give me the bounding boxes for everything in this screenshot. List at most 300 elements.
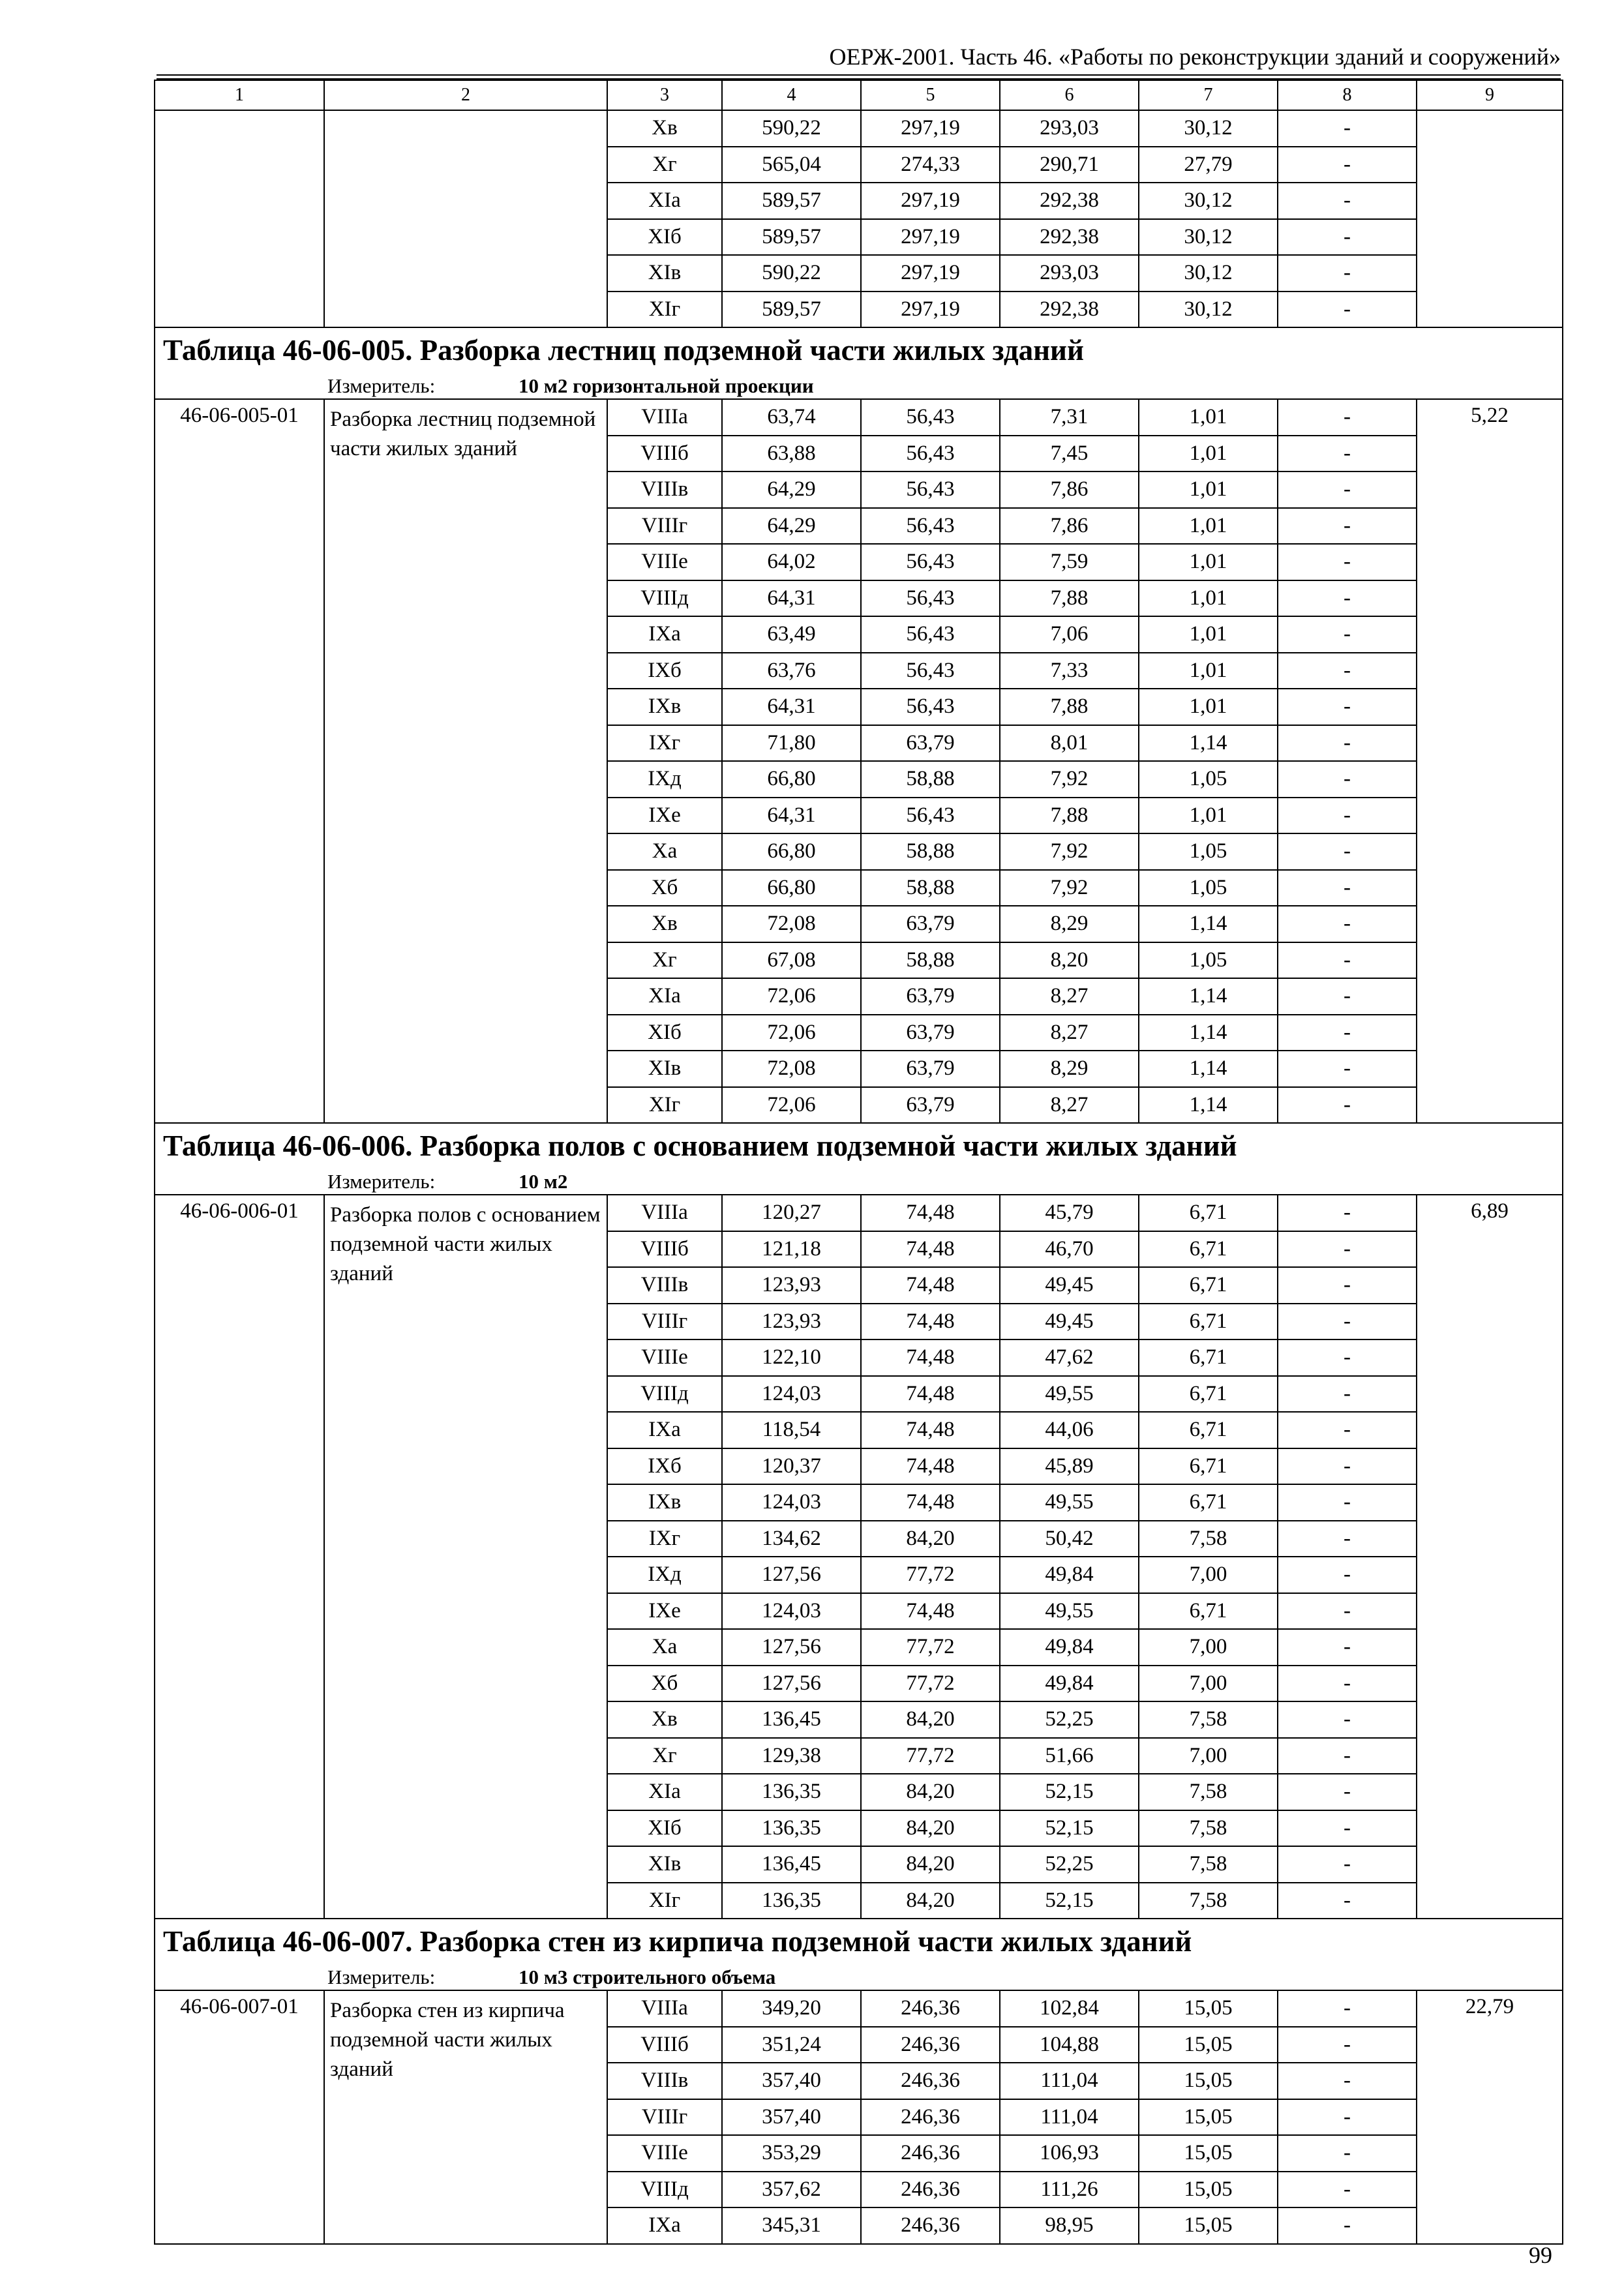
- labor-cost: 63,79: [861, 725, 1000, 762]
- direct-cost: 136,35: [722, 1810, 861, 1847]
- machine-cost: 111,04: [1000, 2063, 1139, 2099]
- machinist-pay: 1,01: [1139, 580, 1278, 617]
- machinist-pay: 7,00: [1139, 1666, 1278, 1702]
- direct-cost: 127,56: [722, 1629, 861, 1666]
- resource-code: IXд: [607, 1557, 722, 1593]
- machine-cost: 52,25: [1000, 1701, 1139, 1738]
- rates-table: [154, 80, 1563, 2245]
- materials-cost: -: [1278, 580, 1417, 617]
- labor-cost: 56,43: [861, 471, 1000, 508]
- direct-cost: 124,03: [722, 1593, 861, 1630]
- resource-code: Xв: [607, 1701, 722, 1738]
- machine-cost: 8,01: [1000, 725, 1139, 762]
- materials-cost: -: [1278, 833, 1417, 870]
- resource-code: VIIIг: [607, 1304, 722, 1340]
- materials-cost: -: [1278, 798, 1417, 834]
- resource-code: VIIIe: [607, 2135, 722, 2172]
- machine-cost: 111,26: [1000, 2172, 1139, 2208]
- direct-cost: 72,08: [722, 1051, 861, 1087]
- materials-cost: -: [1278, 2027, 1417, 2063]
- measure-unit: 10 м2 горизонтальной проекции: [519, 374, 814, 397]
- resource-code: XIб: [607, 1015, 722, 1051]
- resource-code: Xг: [607, 942, 722, 979]
- machinist-pay: 1,05: [1139, 942, 1278, 979]
- machine-cost: 49,55: [1000, 1484, 1139, 1521]
- column-number: 1: [155, 80, 324, 110]
- materials-cost: -: [1278, 471, 1417, 508]
- labor-cost: 58,88: [861, 833, 1000, 870]
- labor-cost: 297,19: [861, 292, 1000, 328]
- materials-cost: -: [1278, 1448, 1417, 1485]
- resource-code: VIIIд: [607, 1376, 722, 1413]
- labor-cost: 246,36: [861, 2172, 1000, 2208]
- labor-cost: 297,19: [861, 219, 1000, 256]
- machinist-pay: 1,01: [1139, 508, 1278, 545]
- direct-cost: 129,38: [722, 1738, 861, 1774]
- work-name: Разборка полов с основанием подземной части жилых зданий: [324, 1195, 607, 1919]
- direct-cost: 136,45: [722, 1701, 861, 1738]
- materials-cost: -: [1278, 1051, 1417, 1087]
- materials-cost: -: [1278, 1593, 1417, 1630]
- machine-cost: 50,42: [1000, 1521, 1139, 1557]
- labor-cost: 63,79: [861, 1051, 1000, 1087]
- machine-cost: 49,45: [1000, 1304, 1139, 1340]
- machine-cost: 45,79: [1000, 1195, 1139, 1231]
- resource-code: IXг: [607, 1521, 722, 1557]
- labor-cost: 56,43: [861, 653, 1000, 689]
- machinist-pay: 1,14: [1139, 1051, 1278, 1087]
- measure-label: Измеритель:: [327, 1169, 436, 1193]
- machine-cost: 7,92: [1000, 833, 1139, 870]
- machine-cost: 51,66: [1000, 1738, 1139, 1774]
- machine-cost: 292,38: [1000, 292, 1139, 328]
- direct-cost: 64,02: [722, 544, 861, 580]
- labor-cost: 84,20: [861, 1521, 1000, 1557]
- labor-cost: 84,20: [861, 1701, 1000, 1738]
- labor-cost: 274,33: [861, 147, 1000, 183]
- column-number: 4: [722, 80, 861, 110]
- materials-cost: -: [1278, 255, 1417, 292]
- machine-cost: 7,88: [1000, 689, 1139, 725]
- resource-code: XIa: [607, 1774, 722, 1810]
- labor-cost: 74,48: [861, 1304, 1000, 1340]
- materials-cost: -: [1278, 1015, 1417, 1051]
- table-row: [155, 110, 1563, 147]
- direct-cost: 64,31: [722, 689, 861, 725]
- machinist-pay: 7,58: [1139, 1701, 1278, 1738]
- machinist-pay: 6,71: [1139, 1339, 1278, 1376]
- labor-hours: 22,79: [1417, 1990, 1563, 2244]
- resource-code: Xг: [607, 147, 722, 183]
- machine-cost: 46,70: [1000, 1231, 1139, 1268]
- machinist-pay: 1,14: [1139, 1087, 1278, 1124]
- machinist-pay: 6,71: [1139, 1593, 1278, 1630]
- resource-code: IXг: [607, 725, 722, 762]
- resource-code: Xa: [607, 1629, 722, 1666]
- materials-cost: -: [1278, 219, 1417, 256]
- machine-cost: 52,15: [1000, 1810, 1139, 1847]
- direct-cost: 357,62: [722, 2172, 861, 2208]
- materials-cost: -: [1278, 2063, 1417, 2099]
- direct-cost: 63,49: [722, 616, 861, 653]
- machinist-pay: 15,05: [1139, 2135, 1278, 2172]
- direct-cost: 122,10: [722, 1339, 861, 1376]
- machine-cost: 7,45: [1000, 436, 1139, 472]
- rate-code: [155, 110, 324, 327]
- direct-cost: 121,18: [722, 1231, 861, 1268]
- column-numbers-row: [155, 80, 1563, 110]
- direct-cost: 136,35: [722, 1774, 861, 1810]
- materials-cost: -: [1278, 436, 1417, 472]
- machine-cost: 7,59: [1000, 544, 1139, 580]
- resource-code: VIIIб: [607, 1231, 722, 1268]
- machinist-pay: 27,79: [1139, 147, 1278, 183]
- machine-cost: 49,55: [1000, 1376, 1139, 1413]
- materials-cost: -: [1278, 761, 1417, 798]
- materials-cost: -: [1278, 2099, 1417, 2136]
- machine-cost: 49,84: [1000, 1557, 1139, 1593]
- labor-cost: 56,43: [861, 616, 1000, 653]
- resource-code: IXa: [607, 616, 722, 653]
- materials-cost: -: [1278, 1412, 1417, 1448]
- direct-cost: 123,93: [722, 1304, 861, 1340]
- direct-cost: 72,06: [722, 978, 861, 1015]
- materials-cost: -: [1278, 1990, 1417, 2027]
- resource-code: Xв: [607, 906, 722, 942]
- machine-cost: 292,38: [1000, 219, 1139, 256]
- resource-code: Xб: [607, 1666, 722, 1702]
- machine-cost: 52,15: [1000, 1883, 1139, 1919]
- table-title: Таблица 46-06-007. Разборка стен из кирпича подземной части жилых зданий: [155, 1919, 1563, 1964]
- machinist-pay: 7,58: [1139, 1774, 1278, 1810]
- labor-cost: 297,19: [861, 255, 1000, 292]
- machine-cost: 7,86: [1000, 471, 1139, 508]
- direct-cost: 67,08: [722, 942, 861, 979]
- materials-cost: -: [1278, 1339, 1417, 1376]
- labor-cost: 56,43: [861, 798, 1000, 834]
- labor-cost: 74,48: [861, 1376, 1000, 1413]
- labor-cost: 56,43: [861, 436, 1000, 472]
- resource-code: IXa: [607, 2207, 722, 2244]
- resource-code: VIIIв: [607, 1267, 722, 1304]
- labor-hours: [1417, 110, 1563, 327]
- materials-cost: -: [1278, 292, 1417, 328]
- machinist-pay: 6,71: [1139, 1304, 1278, 1340]
- resource-code: Xб: [607, 870, 722, 906]
- labor-cost: 56,43: [861, 508, 1000, 545]
- machinist-pay: 6,71: [1139, 1412, 1278, 1448]
- resource-code: VIIIe: [607, 1339, 722, 1376]
- resource-code: XIв: [607, 1051, 722, 1087]
- labor-cost: 246,36: [861, 2099, 1000, 2136]
- materials-cost: -: [1278, 110, 1417, 147]
- materials-cost: -: [1278, 1231, 1417, 1268]
- direct-cost: 66,80: [722, 833, 861, 870]
- direct-cost: 345,31: [722, 2207, 861, 2244]
- labor-cost: 74,48: [861, 1267, 1000, 1304]
- materials-cost: -: [1278, 183, 1417, 219]
- table-title-row: [155, 1919, 1563, 1964]
- materials-cost: -: [1278, 508, 1417, 545]
- resource-code: Xг: [607, 1738, 722, 1774]
- measure-cell: [155, 1168, 1563, 1195]
- machine-cost: 102,84: [1000, 1990, 1139, 2027]
- machine-cost: 98,95: [1000, 2207, 1139, 2244]
- direct-cost: 63,88: [722, 436, 861, 472]
- resource-code: Xa: [607, 833, 722, 870]
- machinist-pay: 1,01: [1139, 471, 1278, 508]
- machinist-pay: 1,05: [1139, 761, 1278, 798]
- machinist-pay: 1,05: [1139, 833, 1278, 870]
- column-number: 7: [1139, 80, 1278, 110]
- direct-cost: 64,31: [722, 580, 861, 617]
- resource-code: VIIIв: [607, 2063, 722, 2099]
- direct-cost: 71,80: [722, 725, 861, 762]
- labor-cost: 297,19: [861, 183, 1000, 219]
- labor-cost: 84,20: [861, 1883, 1000, 1919]
- materials-cost: -: [1278, 616, 1417, 653]
- machine-cost: 8,20: [1000, 942, 1139, 979]
- materials-cost: -: [1278, 1666, 1417, 1702]
- machinist-pay: 1,01: [1139, 689, 1278, 725]
- machinist-pay: 30,12: [1139, 292, 1278, 328]
- machinist-pay: 30,12: [1139, 183, 1278, 219]
- machinist-pay: 1,01: [1139, 798, 1278, 834]
- labor-cost: 84,20: [861, 1810, 1000, 1847]
- resource-code: XIг: [607, 1087, 722, 1124]
- machinist-pay: 1,01: [1139, 399, 1278, 436]
- measure-cell: [155, 1964, 1563, 1990]
- machine-cost: 106,93: [1000, 2135, 1139, 2172]
- resource-code: IXб: [607, 1448, 722, 1485]
- labor-cost: 63,79: [861, 978, 1000, 1015]
- resource-code: IXв: [607, 1484, 722, 1521]
- materials-cost: -: [1278, 1557, 1417, 1593]
- machine-cost: 8,27: [1000, 978, 1139, 1015]
- machinist-pay: 6,71: [1139, 1231, 1278, 1268]
- column-number: 5: [861, 80, 1000, 110]
- materials-cost: -: [1278, 870, 1417, 906]
- rate-code: 46-06-006-01: [155, 1195, 324, 1919]
- resource-code: IXд: [607, 761, 722, 798]
- labor-cost: 77,72: [861, 1666, 1000, 1702]
- machine-cost: 293,03: [1000, 110, 1139, 147]
- resource-code: XIб: [607, 219, 722, 256]
- machine-cost: 49,84: [1000, 1629, 1139, 1666]
- resource-code: VIIIг: [607, 508, 722, 545]
- materials-cost: -: [1278, 689, 1417, 725]
- materials-cost: -: [1278, 544, 1417, 580]
- table-row: [155, 1195, 1563, 1231]
- materials-cost: -: [1278, 1810, 1417, 1847]
- materials-cost: -: [1278, 1883, 1417, 1919]
- header-rule: [157, 74, 1561, 76]
- table-title: Таблица 46-06-005. Разборка лестниц подземной части жилых зданий: [155, 327, 1563, 372]
- machinist-pay: 1,01: [1139, 544, 1278, 580]
- machine-cost: 111,04: [1000, 2099, 1139, 2136]
- work-name: Разборка стен из кирпича подземной части жилых зданий: [324, 1990, 607, 2244]
- machine-cost: 49,55: [1000, 1593, 1139, 1630]
- direct-cost: 123,93: [722, 1267, 861, 1304]
- labor-cost: 56,43: [861, 580, 1000, 617]
- labor-cost: 58,88: [861, 870, 1000, 906]
- direct-cost: 124,03: [722, 1376, 861, 1413]
- labor-cost: 246,36: [861, 2027, 1000, 2063]
- direct-cost: 72,06: [722, 1015, 861, 1051]
- resource-code: IXб: [607, 653, 722, 689]
- table-title-row: [155, 1123, 1563, 1168]
- machinist-pay: 15,05: [1139, 2063, 1278, 2099]
- resource-code: XIг: [607, 292, 722, 328]
- machinist-pay: 6,71: [1139, 1195, 1278, 1231]
- labor-cost: 84,20: [861, 1846, 1000, 1883]
- resource-code: IXa: [607, 1412, 722, 1448]
- running-header: ОЕРЖ-2001. Часть 46. «Работы по реконструкции зданий и сооружений»: [829, 44, 1561, 70]
- machinist-pay: 6,71: [1139, 1376, 1278, 1413]
- machinist-pay: 15,05: [1139, 1990, 1278, 2027]
- machine-cost: 7,92: [1000, 870, 1139, 906]
- materials-cost: -: [1278, 978, 1417, 1015]
- machinist-pay: 1,14: [1139, 1015, 1278, 1051]
- direct-cost: 353,29: [722, 2135, 861, 2172]
- machinist-pay: 6,71: [1139, 1484, 1278, 1521]
- direct-cost: 124,03: [722, 1484, 861, 1521]
- resource-code: XIв: [607, 255, 722, 292]
- machine-cost: 7,31: [1000, 399, 1139, 436]
- machinist-pay: 1,14: [1139, 725, 1278, 762]
- machinist-pay: 30,12: [1139, 110, 1278, 147]
- materials-cost: -: [1278, 1195, 1417, 1231]
- resource-code: VIIIa: [607, 399, 722, 436]
- machinist-pay: 7,58: [1139, 1521, 1278, 1557]
- work-name: Разборка лестниц подземной части жилых зданий: [324, 399, 607, 1123]
- machinist-pay: 1,14: [1139, 906, 1278, 942]
- resource-code: XIб: [607, 1810, 722, 1847]
- materials-cost: -: [1278, 1087, 1417, 1124]
- labor-cost: 74,48: [861, 1195, 1000, 1231]
- machine-cost: 8,27: [1000, 1087, 1139, 1124]
- resource-code: VIIIд: [607, 2172, 722, 2208]
- resource-code: VIIIб: [607, 2027, 722, 2063]
- machine-cost: 290,71: [1000, 147, 1139, 183]
- machine-cost: 293,03: [1000, 255, 1139, 292]
- machinist-pay: 1,14: [1139, 978, 1278, 1015]
- labor-cost: 63,79: [861, 1015, 1000, 1051]
- direct-cost: 134,62: [722, 1521, 861, 1557]
- machine-cost: 7,33: [1000, 653, 1139, 689]
- labor-cost: 246,36: [861, 2063, 1000, 2099]
- labor-cost: 77,72: [861, 1738, 1000, 1774]
- labor-cost: 84,20: [861, 1774, 1000, 1810]
- machinist-pay: 30,12: [1139, 255, 1278, 292]
- direct-cost: 349,20: [722, 1990, 861, 2027]
- machine-cost: 47,62: [1000, 1339, 1139, 1376]
- direct-cost: 357,40: [722, 2063, 861, 2099]
- materials-cost: -: [1278, 1846, 1417, 1883]
- direct-cost: 72,08: [722, 906, 861, 942]
- direct-cost: 120,37: [722, 1448, 861, 1485]
- resource-code: IXв: [607, 689, 722, 725]
- machinist-pay: 15,05: [1139, 2099, 1278, 2136]
- column-number: 3: [607, 80, 722, 110]
- measure-row: [155, 1964, 1563, 1990]
- materials-cost: -: [1278, 653, 1417, 689]
- direct-cost: 64,29: [722, 508, 861, 545]
- direct-cost: 64,31: [722, 798, 861, 834]
- measure-row: [155, 372, 1563, 399]
- machinist-pay: 6,71: [1139, 1267, 1278, 1304]
- resource-code: VIIIв: [607, 471, 722, 508]
- machinist-pay: 6,71: [1139, 1448, 1278, 1485]
- direct-cost: 127,56: [722, 1557, 861, 1593]
- materials-cost: -: [1278, 1629, 1417, 1666]
- resource-code: VIIIг: [607, 2099, 722, 2136]
- materials-cost: -: [1278, 1267, 1417, 1304]
- machinist-pay: 7,00: [1139, 1557, 1278, 1593]
- labor-cost: 74,48: [861, 1412, 1000, 1448]
- machine-cost: 49,84: [1000, 1666, 1139, 1702]
- measure-unit: 10 м2: [519, 1169, 568, 1193]
- labor-cost: 74,48: [861, 1339, 1000, 1376]
- direct-cost: 589,57: [722, 183, 861, 219]
- materials-cost: -: [1278, 1521, 1417, 1557]
- labor-cost: 56,43: [861, 689, 1000, 725]
- resource-code: VIIIд: [607, 580, 722, 617]
- machine-cost: 8,29: [1000, 1051, 1139, 1087]
- materials-cost: -: [1278, 725, 1417, 762]
- measure-label: Измеритель:: [327, 1965, 436, 1988]
- direct-cost: 66,80: [722, 870, 861, 906]
- labor-cost: 246,36: [861, 1990, 1000, 2027]
- machine-cost: 7,88: [1000, 580, 1139, 617]
- measure-cell: [155, 372, 1563, 399]
- resource-code: IXe: [607, 1593, 722, 1630]
- materials-cost: -: [1278, 1738, 1417, 1774]
- labor-cost: 77,72: [861, 1629, 1000, 1666]
- labor-cost: 63,79: [861, 906, 1000, 942]
- table-title-row: [155, 327, 1563, 372]
- materials-cost: -: [1278, 1701, 1417, 1738]
- machinist-pay: 7,00: [1139, 1629, 1278, 1666]
- column-number: 2: [324, 80, 607, 110]
- labor-cost: 74,48: [861, 1484, 1000, 1521]
- materials-cost: -: [1278, 2172, 1417, 2208]
- machine-cost: 7,06: [1000, 616, 1139, 653]
- labor-cost: 246,36: [861, 2135, 1000, 2172]
- direct-cost: 72,06: [722, 1087, 861, 1124]
- materials-cost: -: [1278, 399, 1417, 436]
- direct-cost: 63,74: [722, 399, 861, 436]
- materials-cost: -: [1278, 906, 1417, 942]
- rate-code: 46-06-007-01: [155, 1990, 324, 2244]
- labor-cost: 56,43: [861, 399, 1000, 436]
- labor-cost: 74,48: [861, 1593, 1000, 1630]
- materials-cost: -: [1278, 1774, 1417, 1810]
- work-name: [324, 110, 607, 327]
- machinist-pay: 1,01: [1139, 436, 1278, 472]
- machine-cost: 104,88: [1000, 2027, 1139, 2063]
- machine-cost: 7,88: [1000, 798, 1139, 834]
- table-row: [155, 399, 1563, 436]
- machinist-pay: 15,05: [1139, 2172, 1278, 2208]
- direct-cost: 589,57: [722, 219, 861, 256]
- measure-unit: 10 м3 строительного объема: [519, 1965, 776, 1988]
- page-number: 99: [1529, 2242, 1552, 2268]
- labor-cost: 63,79: [861, 1087, 1000, 1124]
- machine-cost: 7,86: [1000, 508, 1139, 545]
- machine-cost: 44,06: [1000, 1412, 1139, 1448]
- machine-cost: 52,25: [1000, 1846, 1139, 1883]
